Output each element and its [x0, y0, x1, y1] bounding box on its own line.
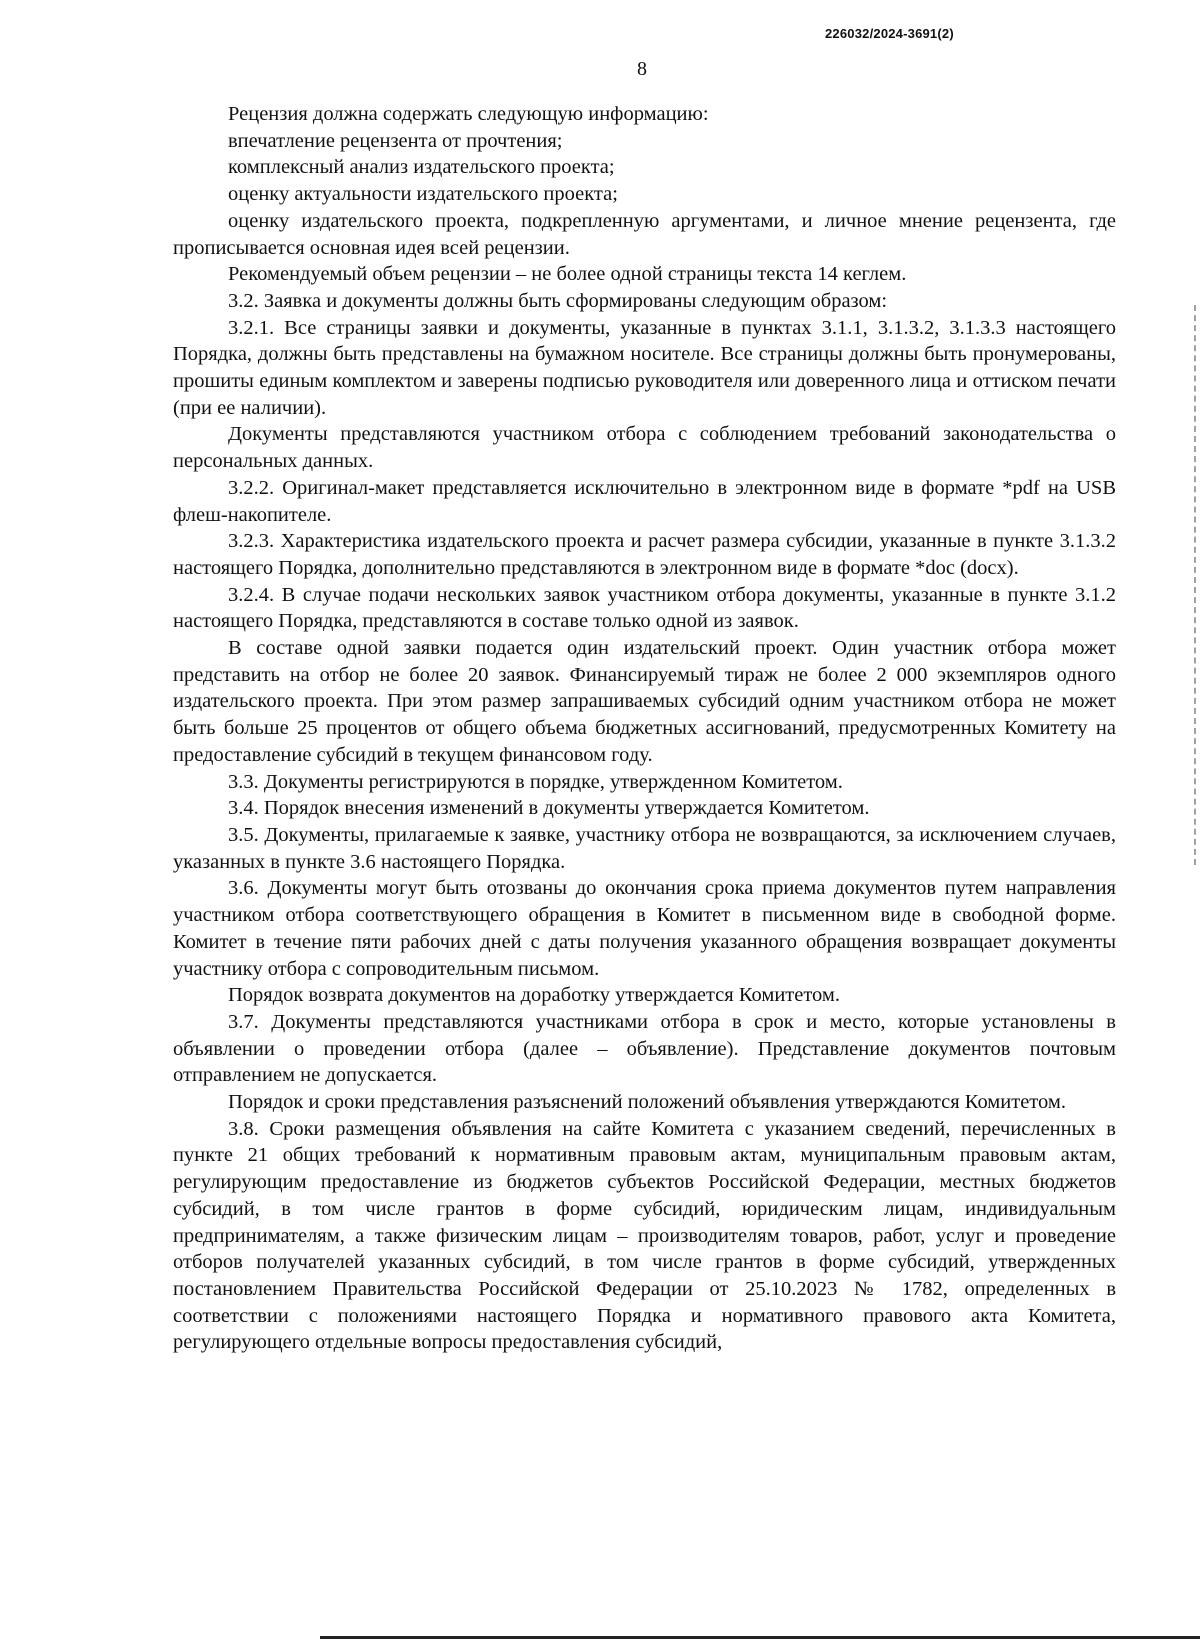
- paragraph-3-5: 3.5. Документы, прилагаемые к заявке, участнику отбора не возвращаются, за исключением случаев, указанных в пункте 3.6 настоящего Порядка.: [173, 823, 1116, 873]
- paragraph-3-2: 3.2. Заявка и документы должны быть сформированы следующим образом:: [228, 289, 888, 312]
- paragraph-3-4: 3.4. Порядок внесения изменений в документы утверждается Комитетом.: [228, 797, 870, 820]
- paragraph-3-6: 3.6. Документы могут быть отозваны до окончания срока приема документов путем направления участником отбора соответствующего обращения в Комитет в письменном виде в свободной форме. Комитет в течение пяти рабочих дней с даты получения указанного обращения возвращает документы участнику отбора с сопроводительным письмом.: [173, 877, 1116, 980]
- paragraph-application-limits: В составе одной заявки подается один издательский проект. Один участник отбора может представить на отбор не более 20 заявок. Финансируемый тираж не более 2 000 экземпляров одного издательского проекта. При этом размер запрашиваемых субсидий одним участником отбора не может быть больше 25 процентов от общего объема бюджетных ассигнований, предусмотренных Комитету на предоставление субсидий в текущем финансовом году.: [173, 637, 1116, 766]
- paragraph-return-for-revision: Порядок возврата документов на доработку утверждается Комитетом.: [228, 984, 840, 1007]
- paragraph-review-item-relevance: оценку актуальности издательского проекта;: [228, 183, 618, 206]
- document-registration-number: 226032/2024-3691(2): [825, 26, 954, 41]
- paragraph-personal-data: Документы представляются участником отбора с соблюдением требований законодательства о персональных данных.: [173, 423, 1116, 473]
- document-body: [173, 101, 1116, 1356]
- page-number: 8: [637, 58, 647, 80]
- paragraph-review-content-intro: Рецензия должна содержать следующую информацию:: [228, 103, 709, 125]
- scan-bottom-edge-line: [320, 1636, 1200, 1639]
- scan-edge-marks: [1194, 305, 1200, 865]
- paragraph-review-volume: Рекомендуемый объем рецензии – не более одной страницы текста 14 кеглем.: [228, 263, 907, 286]
- paragraph-3-2-4: 3.2.4. В случае подачи нескольких заявок участником отбора документы, указанные в пункте 3.1.2 настоящего Порядка, представляются в составе только одной из заявок.: [173, 583, 1116, 633]
- paragraph-3-2-3: 3.2.3. Характеристика издательского проекта и расчет размера субсидии, указанные в пункте 3.1.3.2 настоящего Порядка, дополнительно представляются в электронном виде в формате *doc (docx).: [173, 530, 1116, 579]
- paragraph-3-2-1: 3.2.1. Все страницы заявки и документы, указанные в пунктах 3.1.1, 3.1.3.2, 3.1.3.3 настоящего Порядка, должны быть представлены на бумажном носителе. Все страницы должны быть пронумерованы, прошиты единым комплектом и заверены подписью руководителя или доверенного лица и оттиском печати (при ее наличии).: [173, 316, 1116, 419]
- paragraph-3-3: 3.3. Документы регистрируются в порядке, утвержденном Комитетом.: [228, 770, 843, 793]
- paragraph-review-item-impression: впечатление рецензента от прочтения;: [228, 129, 563, 152]
- paragraph-3-2-2: 3.2.2. Оригинал-макет представляется исключительно в электронном виде в формате *pdf на USB флеш-накопителе.: [173, 476, 1116, 526]
- paragraph-review-item-analysis: комплексный анализ издательского проекта;: [228, 156, 615, 179]
- paragraph-3-8: 3.8. Сроки размещения объявления на сайте Комитета с указанием сведений, перечисленных в пункте 21 общих требований к нормативным правовым актам, муниципальным правовым актам, регулирующим предоставление из бюджетов субъектов Российской Федерации, местных бюджетов субсидий, в том числе грантов в форме субсидий, юридическим лицам, индивидуальным предпринимателям, а также физическим лицам – производителям товаров, работ, услуг и проведение отборов получателей указанных субсидий, в том числе грантов в форме субсидий, утвержденных постановлением Правительства Российской Федерации от 25.10.2023 № 1782, определенных в соответствии с положениями настоящего Порядка и нормативного правового акта Комитета, регулирующего отдельные вопросы предоставления субсидий,: [173, 1117, 1116, 1354]
- paragraph-clarifications: Порядок и сроки представления разъяснений положений объявления утверждаются Комитетом.: [228, 1091, 1066, 1114]
- paragraph-review-item-assessment: оценку издательского проекта, подкрепленную аргументами, и личное мнение рецензента, где прописывается основная идея всей рецензии.: [173, 209, 1116, 259]
- paragraph-3-7: 3.7. Документы представляются участниками отбора в срок и место, которые установлены в объявлении о проведении отбора (далее – объявление). Представление документов почтовым отправлением не допускается.: [173, 1010, 1116, 1087]
